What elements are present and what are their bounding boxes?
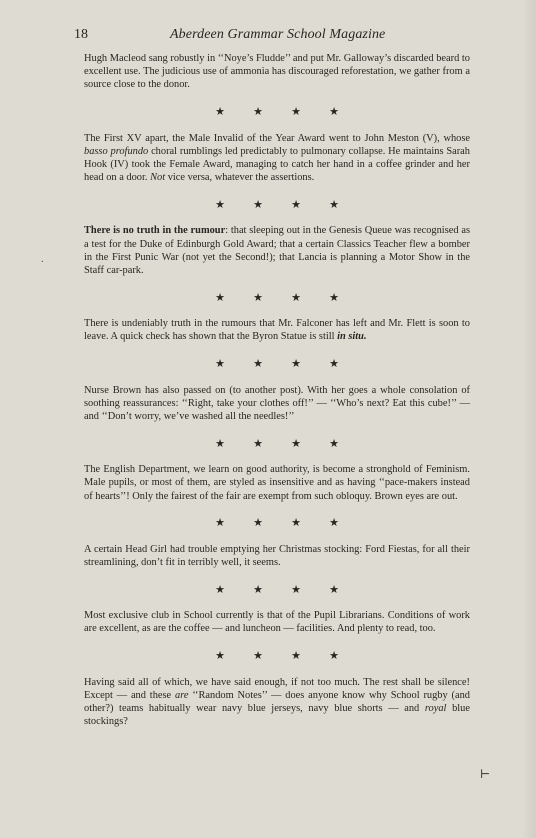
paragraph [84, 543, 470, 569]
star-icon: ★ [329, 650, 339, 663]
text-run: Hugh Macleod sang robustly in ‘‘Noye’s Fludde’’ and put Mr. Galloway’s discarded beard to excellent use. The judicious use of ammonia has discouraged reforestation, we gather from a source close to the donor. [84, 53, 470, 91]
star-icon: ★ [291, 583, 301, 596]
text-run: basso profundo [84, 145, 149, 157]
star-icon: ★ [329, 358, 339, 371]
star-icon: ★ [329, 437, 339, 450]
text-run: There is undeniably truth in the rumours that Mr. Falconer has left and Mr. Flett is soon to leave. A quick check has shown that the Byron Statue is still [84, 318, 470, 343]
star-icon: ★ [215, 358, 225, 371]
text-run: blue stockings? [84, 703, 470, 728]
paragraph [84, 609, 470, 635]
star-icon: ★ [215, 650, 225, 663]
text-run: The First XV apart, the Male Invalid of the Year Award went to John Meston (V), whose [84, 132, 470, 144]
star-separator [84, 277, 470, 317]
star-separator [84, 92, 470, 132]
star-separator [84, 344, 470, 384]
text-run: are [175, 689, 189, 701]
page-header [74, 27, 464, 47]
text-run: choral rumblings led predictably to pulmonary collapse. He maintains Sarah Hook (IV) took the Female Award, managing to catch her hand in a coffee grinder and her head on a door. [84, 145, 470, 184]
star-icon: ★ [329, 583, 339, 596]
star-icon: ★ [215, 291, 225, 304]
text-run: : that sleeping out in the Genesis Queue was recognised as a test for the Duke of Edinburgh Gold Award; that a certain Classics Teacher flew a bomber in the First Punic War (not yet the Second!); that Lancia is planning a Motor Show in the Staff car-park. [84, 225, 470, 277]
text-run: Not [150, 172, 166, 184]
star-separator [84, 423, 470, 463]
text-run: in situ. [337, 331, 367, 343]
star-icon: ★ [215, 106, 225, 119]
paragraph [84, 676, 470, 729]
paragraph [84, 52, 470, 92]
star-separator [84, 503, 470, 543]
paragraph [84, 384, 470, 424]
star-icon: ★ [215, 198, 225, 211]
star-icon: ★ [291, 198, 301, 211]
star-icon: ★ [291, 106, 301, 119]
star-icon: ★ [253, 106, 263, 119]
star-icon: ★ [291, 358, 301, 371]
star-icon: ★ [329, 517, 339, 530]
star-icon: ★ [253, 583, 263, 596]
page-number: 18 [74, 27, 88, 42]
text-run: A certain Head Girl had trouble emptying her Christmas stocking: Ford Fiestas, for all their streamlining, don’t fit in terribly well, it seems. [84, 543, 470, 569]
star-icon: ★ [291, 291, 301, 304]
star-icon: ★ [329, 198, 339, 211]
article-body [84, 52, 470, 728]
star-separator [84, 636, 470, 676]
star-icon: ★ [329, 291, 339, 304]
star-icon: ★ [253, 198, 263, 211]
star-icon: ★ [215, 437, 225, 450]
star-icon: ★ [329, 106, 339, 119]
star-icon: ★ [253, 291, 263, 304]
corner-mark-icon: ⊢ [480, 767, 491, 781]
text-run: royal [424, 703, 447, 715]
star-icon: ★ [291, 650, 301, 663]
text-run: The English Department, we learn on good authority, is become a stronghold of Feminism. Male pupils, or most of them, are styled as insensitive and as having ‘‘pace-makers instead of hearts’’! Only the fairest of the fair are exempt from such obloquy. Brown eyes are out. [84, 464, 470, 502]
text-run: vice versa, whatever the assertions. [165, 172, 315, 184]
star-separator [84, 569, 470, 609]
star-icon: ★ [291, 517, 301, 530]
star-icon: ★ [253, 358, 263, 371]
margin-speck: . [41, 254, 44, 265]
star-icon: ★ [253, 517, 263, 530]
star-icon: ★ [291, 437, 301, 450]
star-icon: ★ [253, 437, 263, 450]
text-run: Most exclusive club in School currently is that of the Pupil Librarians. Conditions of work are excellent, as are the coffee — and luncheon — facilities. And plenty to read, too. [84, 610, 470, 635]
text-run: Nurse Brown has also passed on (to another post). With her goes a whole consolation of soothing reassurances: ‘‘Right, take your clothes off!’’ — ‘‘Who’s next? Eat this cube!’’ — and ‘‘Don’t worry, we’ve washed all the needles!’’ [84, 384, 470, 423]
text-run: ‘‘Random Notes’’ — does anyone know why School rugby (and other?) teams habitually wear navy blue jerseys, navy blue shorts — and [84, 689, 470, 715]
star-icon: ★ [215, 583, 225, 596]
text-run: Having said all of which, we have said enough, if not too much. The rest shall be silence! Except — and these [84, 676, 470, 701]
star-icon: ★ [253, 650, 263, 663]
text-run: There is no truth in the rumour [84, 225, 226, 237]
paragraph [84, 132, 470, 185]
running-title: Aberdeen Grammar School Magazine [170, 27, 386, 42]
paragraph [84, 317, 470, 343]
paragraph [84, 463, 470, 503]
star-icon: ★ [215, 517, 225, 530]
paragraph [84, 224, 470, 277]
star-separator [84, 184, 470, 224]
